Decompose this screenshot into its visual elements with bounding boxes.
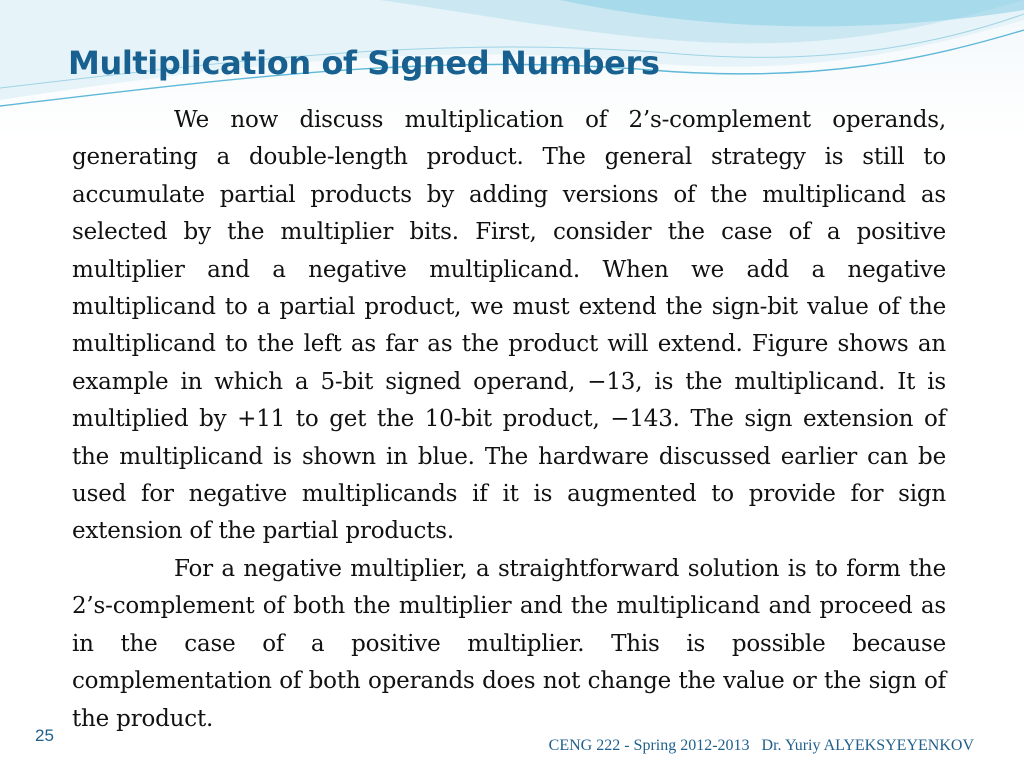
paragraph: For a negative multiplier, a straightforward solution is to form the 2’s-complement of both the multiplier and the multiplicand and proceed as in the case of a positive multiplier. This is possible because complementation of both operands does not change the value or the sign of the product. xyxy=(72,555,946,732)
slide-title: Multiplication of Signed Numbers xyxy=(68,44,660,82)
footer-text: CENG 222 - Spring 2012-2013 Dr. Yuriy ALYEKSYEYENKOV xyxy=(548,737,974,754)
page-number: 25 xyxy=(35,726,54,745)
slide-body xyxy=(72,102,946,738)
paragraph: We now discuss multiplication of 2’s-complement operands, generating a double-length product. The general strategy is still to accumulate partial products by adding versions of the multiplicand as selected by the multiplier bits. First, consider the case of a positive multiplier and a negative multiplicand. When we add a negative multiplicand to a partial product, we must extend the sign-bit value of the multiplicand to the left as far as the product will extend. Figure shows an example in which a 5-bit signed operand, −13, is the multiplicand. It is multiplied by +11 to get the 10-bit product, −143. The sign extension of the multiplicand is shown in blue. The hardware discussed earlier can be used for negative multiplicands if it is augmented to provide for sign extension of the partial products. xyxy=(72,107,946,545)
